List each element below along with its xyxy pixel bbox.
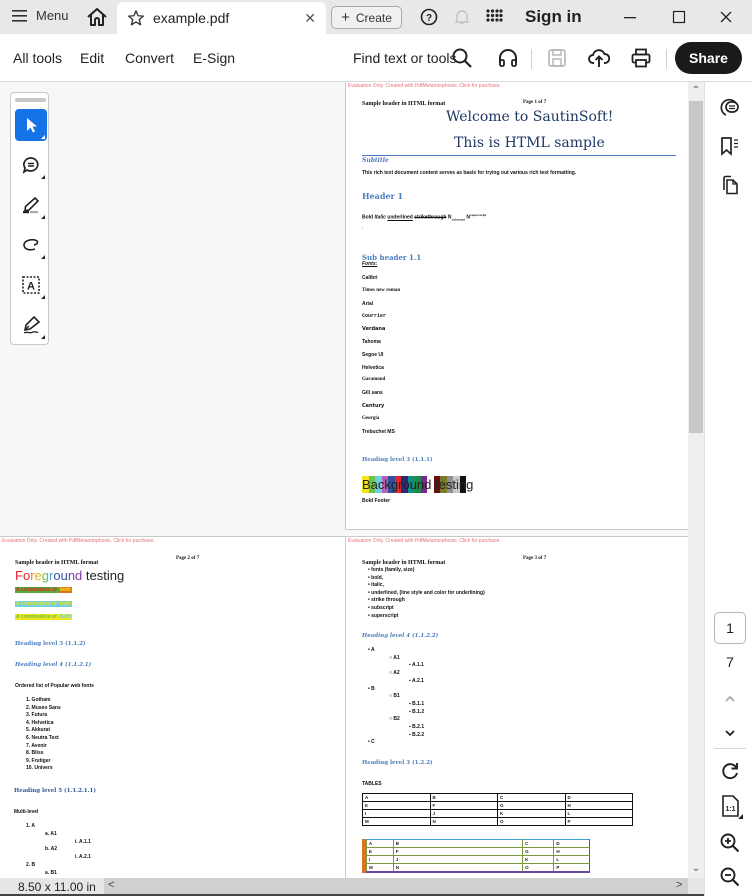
heading-level-5: Heading level 5 (1.1.2.1.1) <box>14 788 96 794</box>
page-footer: Bold Footer <box>362 498 391 504</box>
draw-tool-button[interactable] <box>15 229 47 261</box>
nav-convert[interactable]: Convert <box>125 50 175 66</box>
page-size-label: 8.50 x 11.00 in <box>18 880 96 894</box>
main-toolbar <box>0 34 752 82</box>
combination-row <box>15 614 72 621</box>
combination-text: both <box>60 587 71 593</box>
scroll-up-arrow[interactable]: ⌃ <box>691 85 701 96</box>
menu-label: Menu <box>36 8 69 23</box>
read-aloud-icon[interactable] <box>497 47 519 69</box>
foreground-letter: t <box>103 568 107 583</box>
ordered-list-item: 10. Univers <box>26 765 53 772</box>
minimize-icon <box>623 10 637 24</box>
multi-level-item: a. B1 <box>45 869 57 876</box>
multi-level-item: 2. B <box>26 862 36 868</box>
combination-row <box>15 601 72 608</box>
combination-row <box>15 587 72 594</box>
table-cell: E <box>367 848 394 856</box>
bold-text: Bold <box>362 214 374 221</box>
bullet-item: • bold, <box>368 574 384 581</box>
table-cell: H <box>565 802 633 810</box>
foreground-letter: r <box>30 568 35 583</box>
table-cell: D <box>565 794 633 802</box>
text-tool-button[interactable] <box>15 269 47 301</box>
tool-palette <box>10 92 49 345</box>
table-row <box>367 856 590 864</box>
font-list-item: Trebuchet MS <box>362 428 395 435</box>
zoom-in-icon[interactable] <box>719 832 741 854</box>
nested-list-item: ○ A1 <box>389 654 400 661</box>
apps-grid-icon[interactable] <box>485 8 503 26</box>
fonts-label: Fonts: <box>362 261 378 267</box>
page-header: Sample header in HTML format <box>15 560 99 566</box>
foreground-letter: o <box>53 568 61 583</box>
evaluation-notice[interactable]: Evaluation Only. Created with PdfMetamorphosis. Click for purchase. <box>348 538 501 544</box>
font-list-item: Verdana <box>362 326 386 333</box>
tab-example-pdf[interactable] <box>117 2 326 34</box>
home-icon[interactable] <box>86 7 108 27</box>
comments-panel-icon[interactable] <box>719 97 741 119</box>
cursor-arrow-icon <box>23 116 39 134</box>
ordered-list-item: 5. Akkurat <box>26 727 50 734</box>
foreground-letter: n <box>67 568 76 583</box>
pdf-page-1 <box>345 82 688 530</box>
sign-in-button[interactable]: Sign in <box>525 7 582 26</box>
title-bar <box>0 0 752 34</box>
nav-all-tools[interactable]: All tools <box>13 50 63 66</box>
svg-text:?: ? <box>425 13 433 24</box>
select-tool-button[interactable] <box>15 109 47 141</box>
foreground-letter: g <box>41 568 49 583</box>
table-cell: F <box>393 848 522 856</box>
table-cell: O <box>498 818 566 826</box>
page-number-label: Page 3 of 7 <box>523 556 547 561</box>
total-pages: 7 <box>726 654 734 670</box>
foreground-letter: t <box>85 568 90 583</box>
rail-divider <box>714 748 746 749</box>
table-cell: L <box>554 856 590 864</box>
create-button[interactable] <box>331 6 402 29</box>
ordered-list-item: 7. Avenir <box>26 742 47 749</box>
page-number-label: Page 1 of 7 <box>523 100 547 105</box>
table-row <box>363 818 633 826</box>
foreground-letter: s <box>96 568 104 583</box>
page-up-icon[interactable] <box>719 688 741 710</box>
window-close-button[interactable] <box>711 5 741 29</box>
doc-title: Welcome to SautinSoft! <box>446 109 614 125</box>
table-cell: K <box>498 810 566 818</box>
nested-list-item: ○ A2 <box>389 670 400 677</box>
create-label: Create <box>355 10 392 25</box>
n-text: N <box>466 214 471 221</box>
foreground-letter: u <box>60 568 68 583</box>
table-cell: J <box>393 856 522 864</box>
multi-level-item: 1. A <box>26 823 35 829</box>
palette-drag-handle[interactable] <box>15 98 46 102</box>
ordered-list-item: 2. Museo Sans <box>26 704 61 711</box>
share-button[interactable]: Share <box>675 42 742 74</box>
table-cell: M <box>363 818 431 826</box>
page-down-icon[interactable] <box>719 722 741 744</box>
table-cell: M <box>367 864 394 872</box>
zoom-out-icon[interactable] <box>719 866 741 888</box>
italic-text: Italic <box>374 214 386 221</box>
page-number-label: Page 2 of 7 <box>176 556 200 561</box>
heading-level-4: Heading level 4 (1.1.2.2) <box>362 633 439 639</box>
maximize-button[interactable] <box>664 5 694 29</box>
combination-text: both <box>60 600 71 607</box>
nested-list-item: ▪ A.2.1 <box>409 677 424 684</box>
superscript-text: superscript <box>470 213 487 217</box>
underlined-text: underlined <box>387 214 413 221</box>
font-list-item: Garamond <box>362 377 386 383</box>
pdf-page-3 <box>345 536 688 878</box>
table-cell: P <box>554 864 590 872</box>
ordered-list-item: 9. Frutiger <box>26 757 51 764</box>
styled-table <box>362 839 590 873</box>
table-row <box>363 802 633 810</box>
table-row <box>367 864 590 872</box>
close-tab-icon[interactable]: ✕ <box>304 10 316 26</box>
subscript-text: subscript <box>451 217 466 222</box>
foreground-testing <box>15 568 124 583</box>
ordered-list-item: 1. Gotham <box>26 697 51 703</box>
title-rule <box>362 155 676 156</box>
font-list-item: Times new roman <box>362 287 401 293</box>
ordered-list-item: 4. Helvetica <box>26 719 54 726</box>
search-icon[interactable] <box>451 47 473 69</box>
heading-level-3: Heading level 3 (1.1.1) <box>362 457 433 463</box>
table-cell: L <box>565 810 633 818</box>
nested-list-item: ▪ A.1.1 <box>409 662 424 669</box>
foreground-letter: o <box>22 568 31 583</box>
styles-line <box>362 213 486 222</box>
evaluation-notice[interactable]: Evaluation Only. Created with PdfMetamorphosis. Click for purchase. <box>348 83 501 89</box>
font-list-item: Helvetica <box>362 364 384 371</box>
dot-text: . <box>362 224 364 230</box>
combination-text: A combination of <box>16 600 59 607</box>
nested-list-item: ▪ B.1.1 <box>409 700 425 707</box>
page-header: Sample header in HTML format <box>362 101 446 107</box>
star-icon[interactable] <box>127 9 145 27</box>
fit-page-button[interactable] <box>719 794 743 820</box>
multi-level-item: a. A1 <box>45 830 57 837</box>
foreground-letter: e <box>34 568 42 583</box>
table-cell: H <box>554 848 590 856</box>
nested-list-item: • B <box>368 685 375 692</box>
table-cell: I <box>363 810 431 818</box>
table-cell: C <box>498 794 566 802</box>
nested-list-item: ○ B2 <box>389 716 400 723</box>
vertical-scrollbar[interactable] <box>688 82 704 878</box>
document-viewport[interactable] <box>0 82 688 878</box>
table-cell: D <box>554 840 590 848</box>
bullet-item: • fonts (family, size) <box>368 567 415 573</box>
scrollbar-thumb[interactable] <box>689 101 703 433</box>
text-box-icon <box>21 275 41 295</box>
table-cell: C <box>523 840 554 848</box>
combination-text: A combination of <box>16 614 59 620</box>
table-cell: J <box>430 810 498 818</box>
multi-level-item: b. A2 <box>45 846 58 853</box>
table-cell: P <box>565 818 633 826</box>
multi-level-title: Multi-level <box>14 809 39 815</box>
multi-level-item: i. A.2.1 <box>75 854 91 861</box>
nested-list-item: • A <box>368 647 375 653</box>
nested-list-item: • C <box>368 739 375 746</box>
combination-text: both <box>60 614 71 620</box>
intro-text: This rich text document content serves as basis for trying out various rich text formatting. <box>362 170 577 176</box>
cloud-upload-icon[interactable] <box>588 47 610 69</box>
fit-page-icon <box>719 794 743 820</box>
table-cell: N <box>393 864 522 872</box>
comment-tool-button[interactable] <box>15 149 47 181</box>
font-list-item: Courrier <box>362 313 387 320</box>
maximize-icon <box>672 10 686 24</box>
foreground-letter: F <box>15 568 23 583</box>
table-cell: B <box>430 794 498 802</box>
table-cell: I <box>367 856 394 864</box>
table-cell: N <box>430 818 498 826</box>
minimize-button[interactable] <box>615 5 645 29</box>
font-list-item: Gill sans <box>362 390 383 397</box>
subtitle: Subtitle <box>362 157 389 164</box>
nested-list-item: ▪ B.1.2 <box>409 708 425 715</box>
foreground-letter: e <box>89 568 97 583</box>
plus-icon: + <box>341 8 350 26</box>
svg-text:1:1: 1:1 <box>725 806 736 813</box>
heading-level-4: Heading level 4 (1.1.2.1) <box>15 662 92 668</box>
ordered-list-title: Ordered list of Popular web fonts <box>15 683 94 689</box>
bullet-item: • underlined, (line style and color for underlining) <box>368 589 485 596</box>
table-cell: B <box>393 840 522 848</box>
table-row <box>363 794 633 802</box>
background-testing-text: Background testing <box>362 477 474 492</box>
table-cell: G <box>523 848 554 856</box>
ordered-list-item: 3. Futura <box>26 712 48 719</box>
pdf-page-2 <box>0 536 346 878</box>
table-cell: G <box>498 802 566 810</box>
right-rail <box>704 82 752 896</box>
foreground-letter: r <box>49 568 54 583</box>
highlight-tool-button[interactable] <box>15 189 47 221</box>
doc-title-2: This is HTML sample <box>454 135 605 151</box>
current-page-input[interactable]: 1 <box>714 612 746 644</box>
strikethrough-text: strikethrough <box>414 214 447 221</box>
table-row <box>363 810 633 818</box>
bell-icon[interactable] <box>453 8 471 26</box>
nav-e-sign[interactable]: E-Sign <box>193 50 236 66</box>
font-list-item: Century <box>362 403 385 409</box>
foreground-letter: i <box>106 568 110 583</box>
heading-level-3: Heading level 3 (1.1.2) <box>15 641 86 647</box>
svg-text:A: A <box>27 280 35 293</box>
bullet-item: • subscript <box>368 605 394 611</box>
toolbar-divider <box>666 49 667 69</box>
table-cell: A <box>367 840 394 848</box>
font-list-item: Calibri <box>362 275 378 281</box>
rotate-icon[interactable] <box>719 760 741 782</box>
scroll-down-arrow[interactable]: ⌄ <box>691 863 701 874</box>
header-1: Header 1 <box>362 191 404 201</box>
print-icon[interactable] <box>630 47 652 69</box>
nested-list-item: ▪ B.2.1 <box>409 724 425 730</box>
pages-panel-icon[interactable] <box>719 174 741 196</box>
evaluation-notice[interactable]: Evaluation Only. Created with PdfMetamorphosis. Click for purchase. <box>2 538 155 544</box>
nested-list-item: ○ B1 <box>389 693 400 700</box>
page-header: Sample header in HTML format <box>362 560 446 566</box>
table-cell: E <box>363 802 431 810</box>
table-row <box>367 840 590 848</box>
table-cell: A <box>363 794 431 802</box>
toolbar-divider <box>531 49 532 69</box>
menu-button[interactable] <box>12 8 69 23</box>
font-list-item: Segoe UI <box>362 351 384 358</box>
sub-header: Sub header 1.1 <box>362 253 422 262</box>
foreground-letter: n <box>109 568 118 583</box>
window-close-icon <box>719 10 733 24</box>
nested-list-item: ▪ B.2.2 <box>409 731 425 738</box>
multi-level-item: i. A.1.1 <box>75 838 91 845</box>
scroll-left-arrow[interactable]: < <box>108 879 115 891</box>
bookmarks-panel-icon[interactable] <box>719 135 741 157</box>
freehand-lasso-icon <box>21 235 41 255</box>
combination-text: A combination of <box>16 587 59 593</box>
bullet-item: • strike through <box>368 597 405 604</box>
scroll-right-arrow[interactable]: > <box>676 879 683 891</box>
highlighter-pen-icon <box>21 195 41 215</box>
save-icon[interactable] <box>546 47 568 69</box>
heading-level-3: Heading level 3 (1.2.2) <box>362 760 433 766</box>
bullet-item: • superscript <box>368 612 399 619</box>
comment-icon <box>21 155 41 175</box>
n-text: N <box>447 214 452 221</box>
table-cell: O <box>523 864 554 872</box>
ordered-list-item: 8. Bliss <box>26 750 44 757</box>
foreground-letter: d <box>75 568 83 583</box>
bullet-item: • italic, <box>368 582 384 589</box>
ordered-list-item: 6. Neutra Text <box>26 735 59 741</box>
sign-tool-button[interactable] <box>15 309 47 341</box>
nav-edit[interactable]: Edit <box>80 50 105 66</box>
find-text-or-tools[interactable]: Find text or tools <box>353 50 457 66</box>
tab-title: example.pdf <box>153 10 230 26</box>
help-icon[interactable] <box>420 8 438 26</box>
hamburger-icon <box>12 9 28 23</box>
foreground-letter: g <box>117 568 125 583</box>
font-list-item: Arial <box>362 300 374 307</box>
table-cell: F <box>430 802 498 810</box>
fountain-pen-sign-icon <box>21 315 41 335</box>
font-list-item: Tahoma <box>362 339 381 345</box>
tables-label: TABLES <box>362 781 382 787</box>
font-list-item: Georgia <box>362 415 380 421</box>
table-row <box>367 848 590 856</box>
data-table <box>362 793 633 826</box>
table-cell: K <box>523 856 554 864</box>
